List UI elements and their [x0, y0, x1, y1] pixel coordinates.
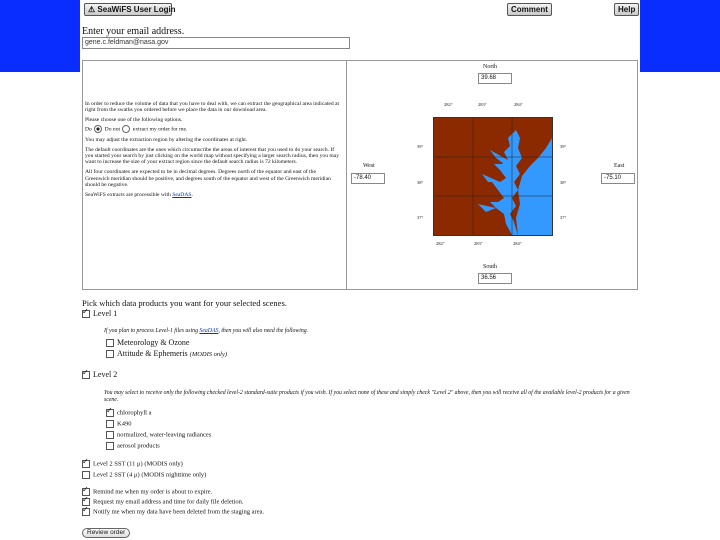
sst4-label: Level 2 SST (4 μ) (MODIS nighttime only) [93, 471, 207, 479]
chlorophyll-checkbox[interactable] [106, 409, 114, 417]
right-tick-2: 38° [560, 180, 567, 185]
sst11-row[interactable] [82, 460, 183, 468]
k490-row[interactable] [106, 420, 131, 428]
extraction-region-map [433, 117, 553, 236]
level1-note [104, 328, 624, 335]
top-toolbar [80, 0, 640, 18]
aerosol-row[interactable] [106, 442, 160, 450]
level1-note-suffix: , then you will also need the following. [218, 328, 309, 334]
level1-checkbox[interactable] [82, 310, 90, 318]
notify-label: Notify me when my data have been deleted from the staging area. [93, 508, 265, 516]
seadas-suffix: . [191, 192, 193, 199]
level1-note-prefix: If you plan to process Level-1 files using [104, 328, 200, 334]
right-tick-1: 39° [560, 144, 567, 149]
level2-checkbox[interactable] [82, 371, 90, 379]
aerosol-label: aerosol products [117, 442, 160, 450]
option-do-radio[interactable] [94, 125, 102, 133]
bottom-tick-1: 282° [436, 241, 445, 246]
top-tick-3: 284° [514, 102, 523, 107]
west-label: West [363, 163, 375, 169]
sst11-label: Level 2 SST (11 μ) (MODIS only) [93, 460, 183, 468]
extraction-seadas [85, 192, 341, 198]
level2-note: You may select to receive only the following checked level-2 standard-suite products if you wish. If you select none of these and simply check "Level 2" above, then you will receive all of the available level-2 products for a given scene. [104, 390, 630, 403]
extraction-choose: Please choose one of the following options. [85, 117, 183, 124]
seadas-prefix: SeaWiFS extracts are processible with [85, 192, 173, 199]
sst4-checkbox[interactable] [82, 471, 90, 479]
level1-row[interactable] [82, 309, 117, 318]
option-do-not-label: Do not [104, 125, 121, 132]
sst4-row[interactable] [82, 471, 206, 479]
met-ozone-row[interactable] [106, 338, 189, 347]
right-tick-3: 37° [560, 215, 567, 220]
seadas-link[interactable]: SeaDAS [172, 192, 192, 199]
bottom-tick-3: 284° [513, 241, 522, 246]
met-ozone-label: Meteorology & Ozone [117, 338, 190, 347]
notify-row[interactable] [82, 508, 264, 516]
request-label: Request my email address and time for daily file deletion. [93, 498, 244, 506]
email-label: Enter your email address. [82, 26, 185, 37]
attitude-row[interactable] [106, 349, 227, 358]
order-page [80, 0, 640, 540]
level2-row[interactable] [82, 370, 117, 379]
extraction-units: All four coordinates are expected to be in decimal degrees. Degrees north of the equator and east of the Greenwich meridian should be positive, and degrees south of the equator and west of the Greenwich meridian should be negative. [85, 169, 331, 188]
option-do-not-radio[interactable] [122, 125, 130, 133]
extraction-instructions [85, 101, 341, 202]
extraction-adjust: You may adjust the extraction region by altering the coordinates at right. [85, 136, 248, 143]
remind-row[interactable] [82, 488, 212, 496]
nlw-checkbox[interactable] [106, 431, 114, 439]
east-input[interactable]: -75.10 [601, 173, 635, 184]
notify-checkbox[interactable] [82, 508, 90, 516]
request-row[interactable] [82, 498, 244, 506]
sst11-checkbox[interactable] [82, 460, 90, 468]
left-tick-2: 38° [417, 180, 424, 185]
north-label: North [483, 64, 497, 70]
left-tick-3: 37° [417, 215, 424, 220]
right-blue-panel [640, 0, 720, 72]
products-heading: Pick which data products you want for your selected scenes. [82, 298, 287, 308]
panel-divider [346, 61, 347, 289]
left-tick-1: 39° [417, 144, 424, 149]
chlorophyll-row[interactable] [106, 409, 151, 417]
user-login-label: SeaWiFS User Login [97, 5, 176, 14]
west-input[interactable]: -78.40 [351, 173, 385, 184]
south-label: South [483, 264, 498, 270]
met-ozone-checkbox[interactable] [106, 339, 114, 347]
chlorophyll-label: chlorophyll a [117, 409, 152, 417]
nlw-row[interactable] [106, 431, 211, 439]
user-login-button[interactable] [84, 3, 176, 16]
email-input[interactable]: gene.c.feldman@nasa.gov [82, 37, 350, 49]
level2-label: Level 2 [93, 370, 118, 379]
extraction-intro: In order to reduce the volume of data that you have to deal with, we can extract the geographical area indicated at right from the swaths you ordered before we place the data in our download area. [85, 101, 340, 114]
warning-triangle-icon: ⚠ [88, 5, 96, 14]
left-blue-panel [0, 0, 80, 72]
option-suffix: extract my order for me. [132, 125, 188, 132]
top-tick-2: 283° [478, 102, 487, 107]
south-input[interactable]: 36.56 [478, 273, 512, 284]
extraction-options [85, 125, 341, 133]
attitude-note: (MODIS only) [189, 351, 228, 358]
extraction-defaults: The default coordinates are the ones which circumscribe the areas of interest that you used to do your search. If you started your search by just clicking on the world map without specifying a larger search radius, then you may want to increase the size of your extract region since the default search radius is 72 kilometers. [85, 146, 340, 166]
level1-seadas-link[interactable]: SeaDAS [199, 328, 219, 334]
remind-label: Remind me when my order is about to expire. [93, 488, 213, 496]
level1-label: Level 1 [93, 309, 118, 318]
nlw-label: normalized, water-leaving radiances [117, 431, 212, 439]
aerosol-checkbox[interactable] [106, 442, 114, 450]
attitude-checkbox[interactable] [106, 350, 114, 358]
option-do-label: Do [85, 125, 92, 132]
chesapeake-map-svg [434, 118, 552, 235]
bottom-tick-2: 283° [474, 241, 483, 246]
attitude-label: Attitude & Ephemeris [117, 349, 188, 358]
help-button[interactable]: Help [614, 3, 639, 16]
extraction-panel [82, 60, 638, 290]
k490-checkbox[interactable] [106, 420, 114, 428]
comment-button[interactable]: Comment [507, 3, 552, 16]
review-order-button[interactable]: Review order [82, 528, 130, 538]
north-input[interactable]: 39.68 [478, 73, 512, 84]
top-tick-1: 282° [444, 102, 453, 107]
k490-label: K490 [117, 420, 132, 428]
east-label: East [614, 163, 625, 169]
